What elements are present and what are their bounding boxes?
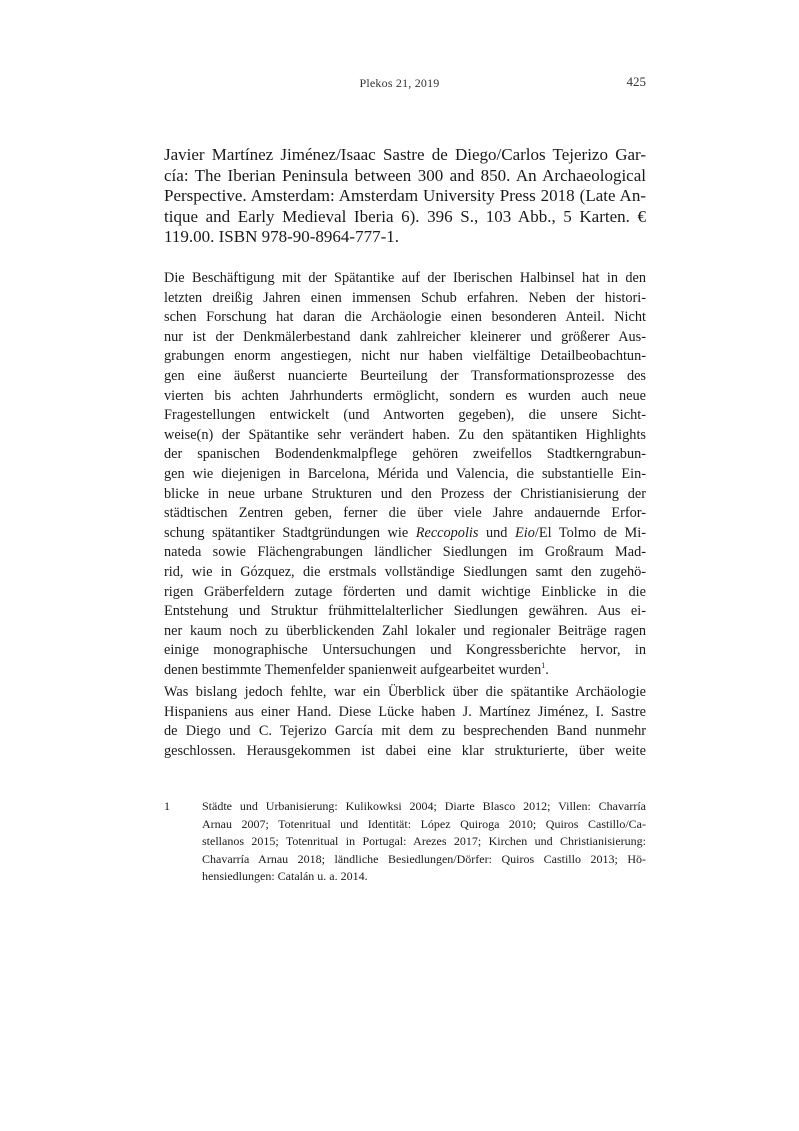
site-name-reccopolis: Reccopolis [415,524,479,541]
text-line: nur ist der Denkmälerbestand dank zahlreicher kleinerer und größerer Aus- [164,328,646,345]
text-fragment: und [478,524,516,541]
text-line: vierten bis achten Jahrhunderts ermöglicht, sondern es wurden auch neue [164,387,646,404]
text-line: Entstehung und Struktur frühmittelalterlicher Siedlungen gewähren. Aus ei- [164,603,646,620]
text-line [164,661,646,681]
footnote-line: Arnau 2007; Totenritual und Identität: López Quiroga 2010; Quiros Castillo/Ca- [202,816,646,831]
text-line: letzten dreißig Jahren einen immensen Schub erfahren. Neben der histori- [164,289,646,306]
citation-line: Perspective. Amsterdam: Amsterdam University Press 2018 (Late An- [164,186,646,205]
citation-line: Javier Martínez Jiménez/Isaac Sastre de Diego/Carlos Tejerizo Gar- [164,145,646,164]
footnote-line: hensiedlungen: Catalán u. a. 2014. [202,869,368,884]
text-line [164,524,646,544]
text-fragment: denen bestimmte Themenfelder spanienweit aufgearbeitet wurden [164,661,542,678]
site-name-eio: Eio [515,524,535,541]
text-line: Was bislang jedoch fehlte, war ein Überblick über die spätantike Archäologie [164,684,646,700]
citation-line: cía: The Iberian Peninsula between 300 and 850. An Archaeological [164,165,646,185]
text-line: blicke in neue urbane Strukturen und den Prozess der Christianisierung der [164,485,646,502]
text-line: Die Beschäftigung mit der Spätantike auf der Iberischen Halbinsel hat in den [164,270,646,286]
footnote-number: 1 [164,799,170,813]
footnote-reference[interactable]: 1 [541,661,546,671]
text-fragment: . [545,661,549,678]
text-line: weise(n) der Spätantike sehr verändert haben. Zu den spätantiken Highlights [164,426,646,443]
text-fragment: schung spätantiker Stadtgründungen wie [164,524,416,541]
footnote-line: Städte und Urbanisierung: Kulikowksi 2004; Diarte Blasco 2012; Villen: Chavarría [202,799,646,813]
text-line: gen wie diejenigen in Barcelona, Mérida und Valencia, die substantielle Ein- [164,465,646,482]
text-fragment: /El Tolmo de Mi- [534,524,646,541]
citation-line: tique and Early Medieval Iberia 6). 396 S., 103 Abb., 5 Karten. € [164,206,646,226]
text-line: gen eine äußerst nuancierte Beurteilung der Transformationsprozesse des [164,367,646,384]
book-citation [164,145,646,248]
text-line: rid, wie in Gózquez, die erstmals vollständige Siedlungen samt den zugehö- [164,563,646,580]
page-number: 425 [626,74,646,89]
text-line: Hispaniens aus einer Hand. Diese Lücke haben J. Martínez Jiménez, I. Sastre [164,703,646,720]
text-line: ner kaum noch zu überblickenden Zahl lokaler und regionaler Beiträge ragen [164,622,646,639]
text-line: schen Forschung hat daran die Archäologie einen besonderen Anteil. Nicht [164,309,646,326]
paragraph-1 [164,269,646,680]
text-line: nateda sowie Flächengrabungen ländlicher Siedlungen im Großraum Mad- [164,544,646,561]
footnote-line: stellanos 2015; Totenritual in Portugal: Arezes 2017; Kirchen und Christianisierung: [202,834,646,849]
text-line: rigen Gräberfeldern zutage förderten und damit wichtige Einblicke in die [164,583,646,600]
paragraph-2 [164,683,646,761]
text-line: einige monographische Untersuchungen und Kongressberichte hervor, in [164,642,646,659]
citation-line: 119.00. ISBN 978-90-8964-777-1. [164,227,399,246]
footnote-line: Chavarría Arnau 2018; ländliche Besiedlungen/Dörfer: Quiros Castillo 2013; Hö- [202,851,646,866]
text-line: geschlossen. Herausgekommen ist dabei eine klar strukturierte, über weite [164,742,646,759]
text-line: grabungen enorm angestiegen, nicht nur haben vielfältige Detailbeobachtun- [164,348,646,365]
text-line: der spanischen Bodendenkmalpflege gehören zweifellos Stadtkerngrabun- [164,446,646,463]
running-head: Plekos 21, 2019 [359,76,440,90]
text-line: de Diego und C. Tejerizo García mit dem zu besprechenden Band nunmehr [164,723,646,740]
text-line: Fragestellungen entwickelt (und Antworten gegeben), die unsere Sicht- [164,407,646,424]
footnote-text [202,798,646,886]
text-line: städtischen Zentren geben, ferner die über viele Jahre andauernde Erfor- [164,505,646,522]
